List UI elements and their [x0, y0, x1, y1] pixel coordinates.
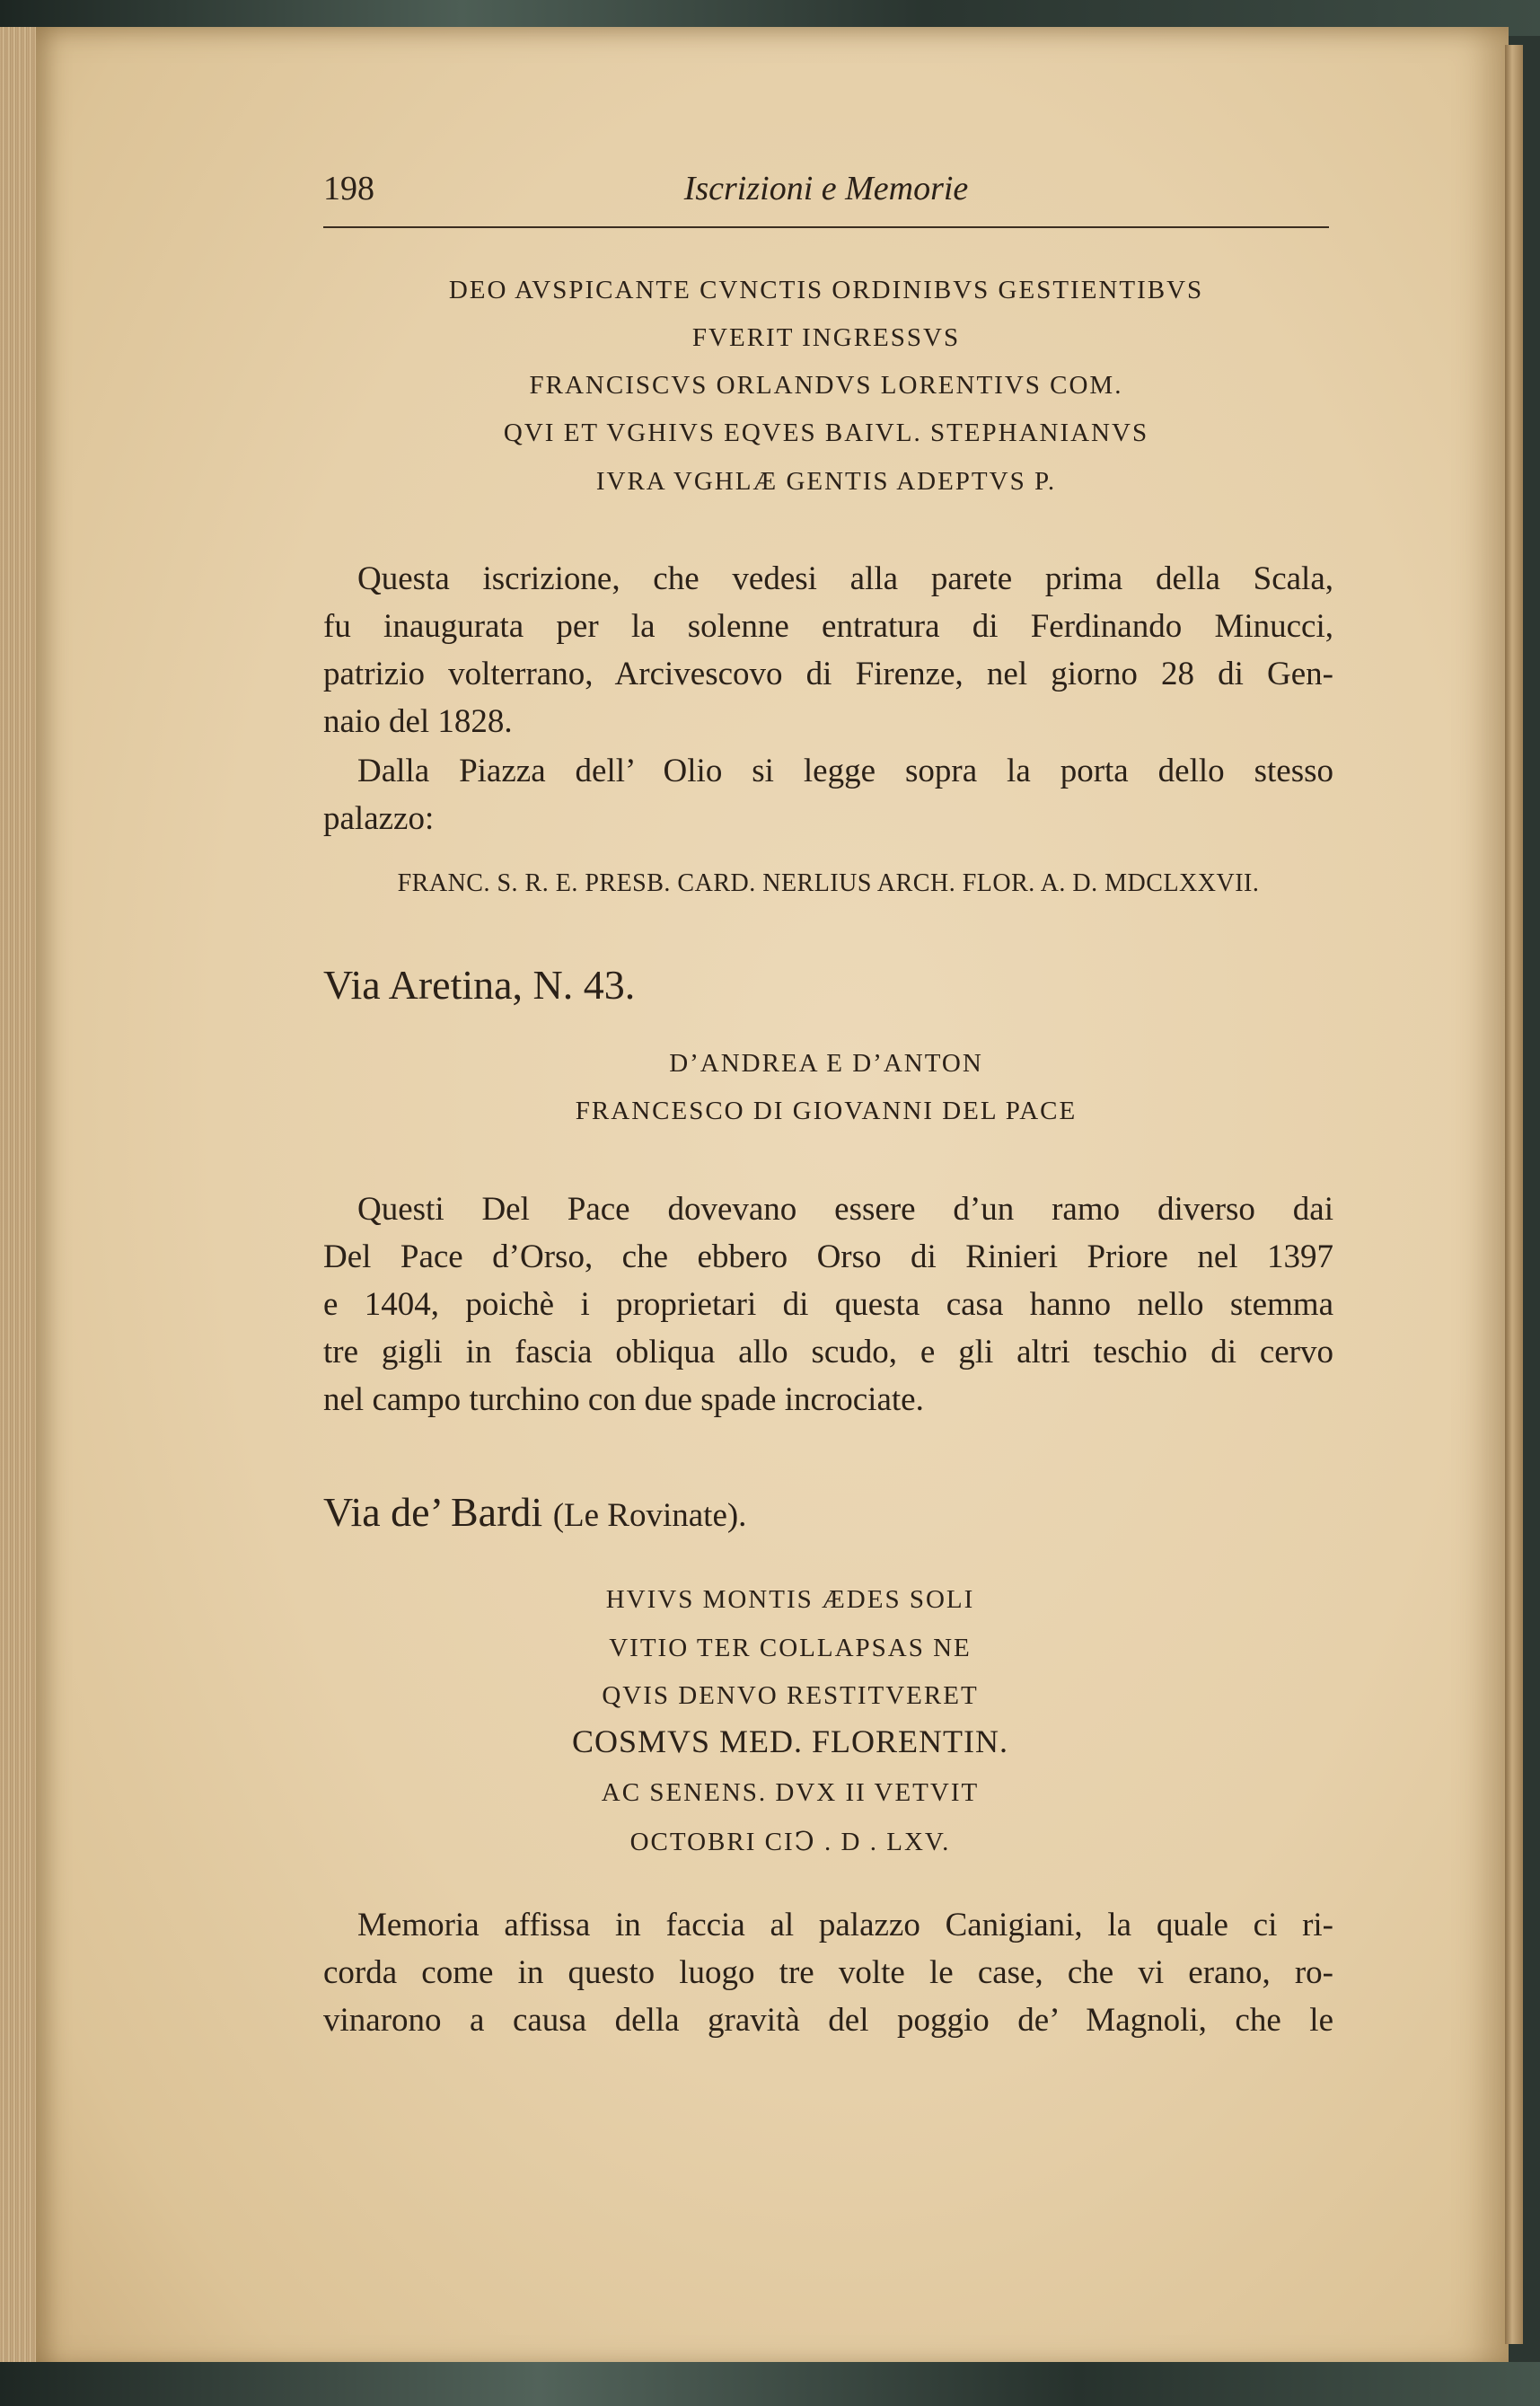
inscription-line: DEO AVSPICANTE CVNCTIS ORDINIBVS GESTIENTIBVS: [448, 276, 1204, 304]
inscription-line: D’ANDREA E D’ANTON: [669, 1049, 983, 1078]
text-line: naio del 1828.: [323, 703, 513, 740]
text-line: Questi Del Pace dovevano essere d’un ramo diverso dai: [357, 1191, 1333, 1228]
heading-note: (Le Rovinate).: [552, 1497, 747, 1534]
inscription-nerli: FRANC. S. R. E. PRESB. CARD. NERLIUS ARCH. FLOR. A. D. MDCLXXVII.: [397, 869, 1260, 897]
page-number: 198: [323, 170, 374, 207]
text-line: palazzo:: [323, 800, 435, 837]
inscription-line: QVI ET VGHIVS EQVES BAIVL. STEPHANIANVS: [503, 419, 1149, 447]
text-line: e 1404, poichè i proprietari di questa casa hanno nello stemma: [323, 1286, 1333, 1323]
text-line: patrizio volterrano, Arcivescovo di Firenze, nel giorno 28 di Gen-: [323, 656, 1333, 692]
running-title: Iscrizioni e Memorie: [683, 170, 969, 207]
inscription-line: AC SENENS. DVX II VETVIT: [601, 1778, 980, 1807]
paragraph-aretina: [323, 1185, 1333, 1423]
inscription-line: IVRA VGHLÆ GENTIS ADEPTVS P.: [595, 467, 1057, 496]
text-line: corda come in questo luogo tre volte le case, che vi erano, ro-: [323, 1954, 1333, 1991]
inscription-line: OCTOBRI CIↃ . D . LXV.: [629, 1828, 951, 1856]
inscription-line: COSMVS MED. FLORENTIN.: [571, 1723, 1009, 1759]
inscription-line: FVERIT INGRESSVS: [691, 323, 961, 352]
text-line: Questa iscrizione, che vedesi alla parete prima della Scala,: [357, 560, 1333, 597]
text-line: nel campo turchino con due spade incrociate.: [323, 1381, 924, 1418]
page-right-edge: [1505, 45, 1523, 2344]
inscription-line: QVIS DENVO RESTITVERET: [602, 1681, 979, 1710]
inscription-line: VITIO TER COLLAPSAS NE: [609, 1634, 972, 1662]
header-rule: [323, 226, 1329, 228]
text-line: Del Pace d’Orso, che ebbero Orso di Rinieri Priore nel 1397: [323, 1238, 1333, 1275]
text-line: Dalla Piazza dell’ Olio si legge sopra la porta dello stesso: [357, 753, 1333, 789]
text-line: vinarono a causa della gravità del poggio de’ Magnoli, che le: [323, 2002, 1333, 2039]
inscription-line: FRANCISCVS ORLANDVS LORENTIVS COM.: [529, 371, 1123, 400]
page-header: [323, 162, 1329, 216]
text-line: tre gigli in fascia obliqua allo scudo, e gli altri teschio di cervo: [323, 1334, 1333, 1370]
paragraph-1: [323, 555, 1333, 745]
heading-text: Via de’ Bardi: [323, 1489, 543, 1535]
text-line: Memoria affissa in faccia al palazzo Canigiani, la quale ci ri-: [357, 1907, 1333, 1943]
text-line: fu inaugurata per la solenne entratura di Ferdinando Minucci,: [323, 608, 1333, 645]
paragraph-2: [323, 747, 1333, 842]
inscription-line: FRANCESCO DI GIOVANNI DEL PACE: [575, 1097, 1078, 1125]
paragraph-bardi: [323, 1901, 1333, 2044]
section-heading-aretina: Via Aretina, N. 43.: [323, 962, 636, 1008]
inscription-line: HVIVS MONTIS ÆDES SOLI: [605, 1585, 975, 1614]
section-heading-bardi: [323, 1488, 746, 1536]
background-bottom: [0, 2362, 1540, 2406]
